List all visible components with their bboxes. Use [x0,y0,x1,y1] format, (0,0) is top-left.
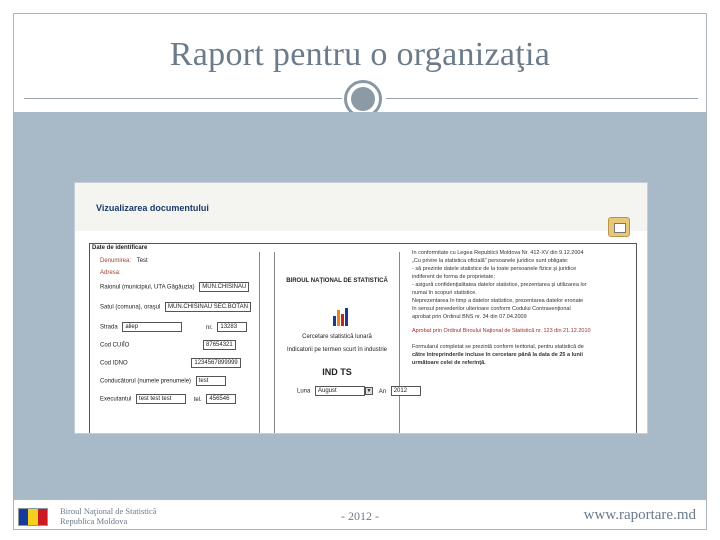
notice-line: Formularul completat se prezintă conform teritorial, pentru statistică de [412,344,584,350]
field-executant-value[interactable]: test test test [136,394,186,404]
survey-code: IND TS [322,367,352,377]
field-adresa: Adresa: [100,270,121,276]
field-idno-value[interactable]: 1234567899999 [191,358,240,368]
survey-header-column [274,252,408,434]
month-select[interactable]: August [315,386,365,396]
slide-title: Raport pentru o organizaţia [169,36,551,73]
notice-line: - asigură confidenţialitatea datelor statistice, prezentarea şi utilizarea lor [412,282,587,288]
year-input[interactable]: 2012 [391,386,421,396]
notice-line: - să prezinte datele statistice de la toate persoanele fizice şi juridice [412,266,577,272]
field-tel-value[interactable]: 456546 [206,394,236,404]
field-strada-value[interactable]: aliep [122,322,182,332]
dropdown-arrow-icon[interactable]: ▼ [366,388,372,394]
period-selector: Luna August ▼ An 2012 [297,386,421,396]
field-denumirea: Denumirea: Test [100,258,148,264]
footer-org-line2: Republica Moldova [60,516,128,526]
survey-subject: Indicatorii pe termen scurt în industrie [286,347,388,353]
field-sat-value[interactable]: MUN.CHISINAU SEC.BOTAN [165,302,251,312]
field-conducator: Conducătorul (numele prenumele) test [100,376,226,386]
notice-line: în sensul prevederilor ulterioare conform Codului Contravenţional [412,306,571,312]
title-divider-left [24,98,342,99]
notice-line: Neprezentarea în timp a datelor statistice, prezentarea datelor eronate [412,298,584,304]
title-divider-right [386,98,698,99]
field-raion: Raionul (municipiul, UTA Găgăuzia) MUN.CHISINAU [100,282,249,292]
notice-line: numai în scopuri statistice. [412,290,477,296]
field-conducator-value[interactable]: test [196,376,226,386]
field-cuio: Cod CUIÎO 87654321 [100,340,236,350]
field-idno: Cod IDNO 1234567899999 [100,358,241,368]
screenshot-title: Vizualizarea documentului [96,203,209,213]
field-nr-value[interactable]: 13283 [217,322,247,332]
notice-line: aprobat prin Ordinul BNS nr. 34 din 07.04.2009 [412,314,527,320]
field-denumirea-value: Test [136,258,148,264]
field-cuio-value[interactable]: 87654321 [203,340,236,350]
notice-line: In conformitate cu Legea Republicii Moldova Nr. 412-XV din 9.12.2004 [412,250,584,256]
notice-line: către întreprinderile incluse în cercetare până la data de 25 a lunii [412,352,583,358]
footer-website-link[interactable]: www.raportare.md [583,507,696,523]
bns-logo-icon [331,306,351,326]
content-band [14,112,706,500]
document-screenshot [74,182,648,434]
field-raion-value[interactable]: MUN.CHISINAU [199,282,249,292]
agency-name: BIROUL NAŢIONAL DE STATISTICĂ [286,278,388,284]
notice-line: indiferent de forma de proprietate; [412,274,495,280]
footer [14,502,706,530]
form-title: Date de identificare [92,245,148,251]
identification-form [89,243,637,434]
form-fields-column [90,252,260,434]
field-executant: Executantul test test test tel. 456546 [100,394,236,404]
notice-line: „Cu privire la statistica oficială” persoanele juridice sunt obligate: [412,258,569,264]
footer-org-line1: Biroul Naţional de Statistică [60,506,157,516]
notice-line: Aprobat prin Ordinul Biroului Naţional de Statistică nr. 123 din 21.12.2010 [412,328,591,334]
screenshot-header [75,183,647,231]
notice-line: următoare celei de referinţă. [412,360,486,366]
legal-notice-column [412,250,634,430]
slide [13,13,707,530]
print-icon[interactable] [608,217,630,237]
survey-periodicity: Cercetare statistică lunară [302,334,372,340]
field-strada: Strada aliep nr. 13283 [100,322,247,332]
field-sat: Satul (comuna), oraşul MUN.CHISINAU SEC.BOTAN [100,302,251,312]
footer-year: - 2012 - [341,509,379,523]
